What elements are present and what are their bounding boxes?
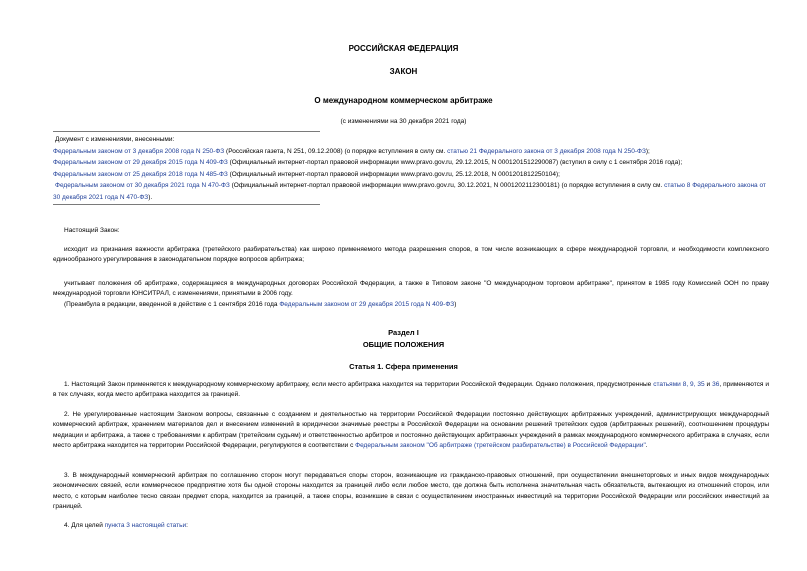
- edition-note: (с изменениями на 30 декабря 2021 года): [340, 118, 467, 125]
- change-link[interactable]: Федеральным законом от 25 декабря 2018 года N 485-ФЗ: [53, 170, 228, 178]
- divider-top: [53, 131, 320, 132]
- divider-bottom: [53, 204, 320, 205]
- clause-2-link-arbitration-law[interactable]: Федеральным законом "Об арбитраже (третейском разбирательстве) в Российской Федерации": [355, 442, 646, 450]
- change-link[interactable]: Федеральным законом от 3 декабря 2008 года N 250-ФЗ: [53, 147, 225, 155]
- change-link-secondary[interactable]: статью 8 Федерального закона от 30 декабря 2021 года N 470-ФЗ: [53, 182, 766, 201]
- article-title: Статья 1. Сфера применения: [349, 362, 458, 371]
- changes-intro: Документ с изменениями, внесенными:: [55, 136, 175, 143]
- changes-block: [53, 134, 773, 204]
- change-item: Федеральным законом от 30 декабря 2021 года N 470-ФЗ (Официальный интернет-портал правовой информации www.pravo.gov.ru, 30.12.2021, N 0001202112300181) (о порядке вступления в силу см. статью 8 Федерального закона от 30 декабря 2021 года N 470-ФЗ).: [53, 182, 766, 201]
- change-item: Федеральным законом от 29 декабря 2015 года N 409-ФЗ (Официальный интернет-портал правовой информации www.pravo.gov.ru, 29.12.2015, N 0001201512290087) (вступил в силу с 1 сентября 2016 года);: [53, 159, 683, 167]
- preamble-paragraph: учитывает положения об арбитраже, содержащиеся в международных договорах Российской Федерации, а также в Типовом законе "О международном торговом арбитраже", принятом в 1985 году Комиссией ООН по праву международной торговли ЮНСИТРАЛ, с изменениями, принятыми в 2006 году.: [53, 280, 769, 298]
- preamble-note-link[interactable]: Федеральным законом от 29 декабря 2015 года N 409-ФЗ: [279, 301, 455, 308]
- clause-4-link[interactable]: пункта 3 настоящей статьи: [104, 522, 187, 529]
- change-item: Федеральным законом от 25 декабря 2018 года N 485-ФЗ (Официальный интернет-портал правовой информации www.pravo.gov.ru, 25.12.2018, N 0001201812250104);: [53, 170, 560, 178]
- law-title: О международном коммерческом арбитраже: [314, 96, 493, 105]
- section-name: ОБЩИЕ ПОЛОЖЕНИЯ: [362, 340, 445, 349]
- preamble-intro: Настоящий Закон:: [64, 227, 120, 234]
- doc-type-heading: ЗАКОН: [389, 67, 418, 76]
- country-heading: РОССИЙСКАЯ ФЕДЕРАЦИЯ: [348, 44, 459, 53]
- change-link[interactable]: Федеральным законом от 29 декабря 2015 года N 409-ФЗ: [53, 159, 228, 167]
- change-item: Федеральным законом от 3 декабря 2008 года N 250-ФЗ (Российская газета, N 251, 09.12.2008) (о порядке вступления в силу см. статью 21 Федерального закона от 3 декабря 2008 года N 250-ФЗ);: [53, 147, 650, 155]
- section-number: Раздел I: [388, 328, 419, 337]
- preamble-paragraph: исходит из признания важности арбитража (третейского разбирательства) как широко применяемого метода разрешения споров, в том числе возникающих в сфере международной торговли, и необходимости комплексного единообразного урегулирования в законодательном порядке вопросов арбитража;: [53, 246, 769, 264]
- clause-1: 1. Настоящий Закон применяется к международному коммерческому арбитражу, если место арбитража находится на территории Российской Федерации. Однако положения, предусмотренные статьями 8, 9, 35 и 36, применяются и в тех случаях, когда место арбитража находится за границей.: [53, 381, 770, 399]
- change-link[interactable]: Федеральным законом от 30 декабря 2021 года N 470-ФЗ: [55, 182, 230, 190]
- clause-2: 2. Не урегулированные настоящим Законом вопросы, связанные с созданием и деятельностью на территории Российской Федерации постоянно действующих арбитражных учреждений, администрирующих международный коммерческий арбитраж, хранением материалов дел и внесением изменений в юридически значимые реестры в Российской Федерации на основании решений третейских судов (арбитражных решений), соотношением процедуры медиации и арбитража, а также с требованиями к арбитрам (третейским судьям) и ответственностью арбитров и постоянно действующих арбитражных учреждений в рамках международного коммерческого арбитража в случаях, если место арбитража находится на территории Российской Федерации, регулируются в соответствии с Федеральным законом "Об арбитраже (третейском разбирательстве) в Российской Федерации".: [53, 411, 769, 450]
- clause-3: 3. В международный коммерческий арбитраж по соглашению сторон могут передаваться споры сторон, возникающие из гражданско-правовых отношений, при осуществлении внешнеторговых и иных видов международных экономических связей, если коммерческое предприятие хотя бы одной стороны находится за границей либо если любое место, где должна быть исполнена значительная часть обязательств, вытекающих из отношений сторон, или место, с которым наиболее тесно связан предмет спора, находится за границей, а также споры, возникшие в связи с осуществлением иностранных инвестиций на территории Российской Федерации или российских инвестиций за границей.: [53, 472, 769, 511]
- clause-1-link-36[interactable]: 36: [712, 381, 720, 388]
- clause-1-link-articles[interactable]: статьями 8, 9, 35: [653, 381, 705, 388]
- preamble-note: (Преамбула в редакции, введенной в действие с 1 сентября 2016 года Федеральным законом от 29 декабря 2015 года N 409-ФЗ): [64, 301, 457, 308]
- change-link-secondary[interactable]: статью 21 Федерального закона от 3 декабря 2008 года N 250-ФЗ: [447, 147, 646, 155]
- clause-4: 4. Для целей пункта 3 настоящей статьи:: [64, 522, 188, 529]
